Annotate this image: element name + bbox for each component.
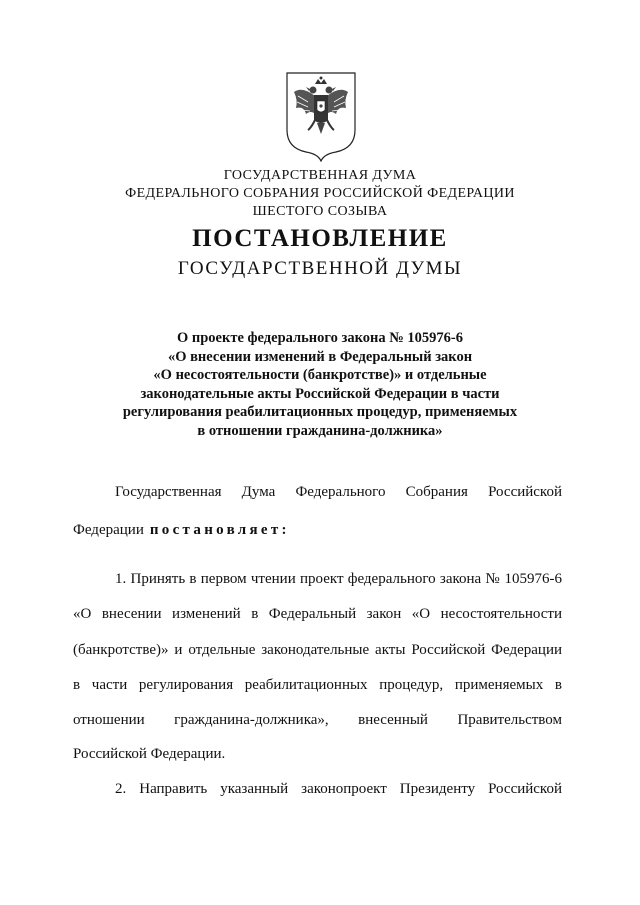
heading-line: законодательные акты Российской Федерации в части [140, 385, 500, 402]
document-heading [0, 329, 640, 440]
heading-line: в отношении гражданина-должника» [197, 422, 443, 439]
paragraph-line: отношении гражданина-должника», внесенный Правительством [73, 712, 562, 728]
preamble-line: Государственная Дума Федерального Собрания Российской [115, 484, 562, 500]
org-name-line-2: ФЕДЕРАЛЬНОГО СОБРАНИЯ РОССИЙСКОЙ ФЕДЕРАЦИИ [125, 186, 515, 201]
paragraph-line: Российской Федерации. [73, 746, 226, 762]
convocation: ШЕСТОГО СОЗЫВА [252, 204, 388, 219]
paragraph-line: 1. Принять в первом чтении проект федерального закона № 105976-6 [115, 571, 562, 587]
heading-line: «О несостоятельности (банкротстве)» и отдельные [153, 367, 487, 383]
document-type-title: ПОСТАНОВЛЕНИЕ [192, 225, 448, 252]
paragraph-line: в части регулирования реабилитационных процедур, применяемых в [73, 677, 562, 693]
heading-line: «О внесении изменений в Федеральный закон [167, 348, 473, 365]
decree-word: постановляет: [149, 522, 290, 538]
preamble-start: Федерации [73, 522, 144, 538]
document-issuer-subtitle: ГОСУДАРСТВЕННОЙ ДУМЫ [177, 258, 463, 279]
heading-line: регулирования реабилитационных процедур, применяемых [122, 404, 518, 420]
org-name-line-1: ГОСУДАРСТВЕННАЯ ДУМА [223, 168, 417, 183]
coat-of-arms-icon [284, 70, 358, 162]
paragraph-line: (банкротстве)» и отдельные законодательные акты Российской Федерации [73, 642, 562, 658]
heading-line: О проекте федерального закона № 105976-6 [176, 330, 464, 346]
paragraph-line: 2. Направить указанный законопроект Президенту Российской [115, 781, 562, 797]
preamble-line [73, 521, 562, 539]
paragraph-line: «О внесении изменений в Федеральный закон «О несостоятельности [73, 606, 562, 622]
